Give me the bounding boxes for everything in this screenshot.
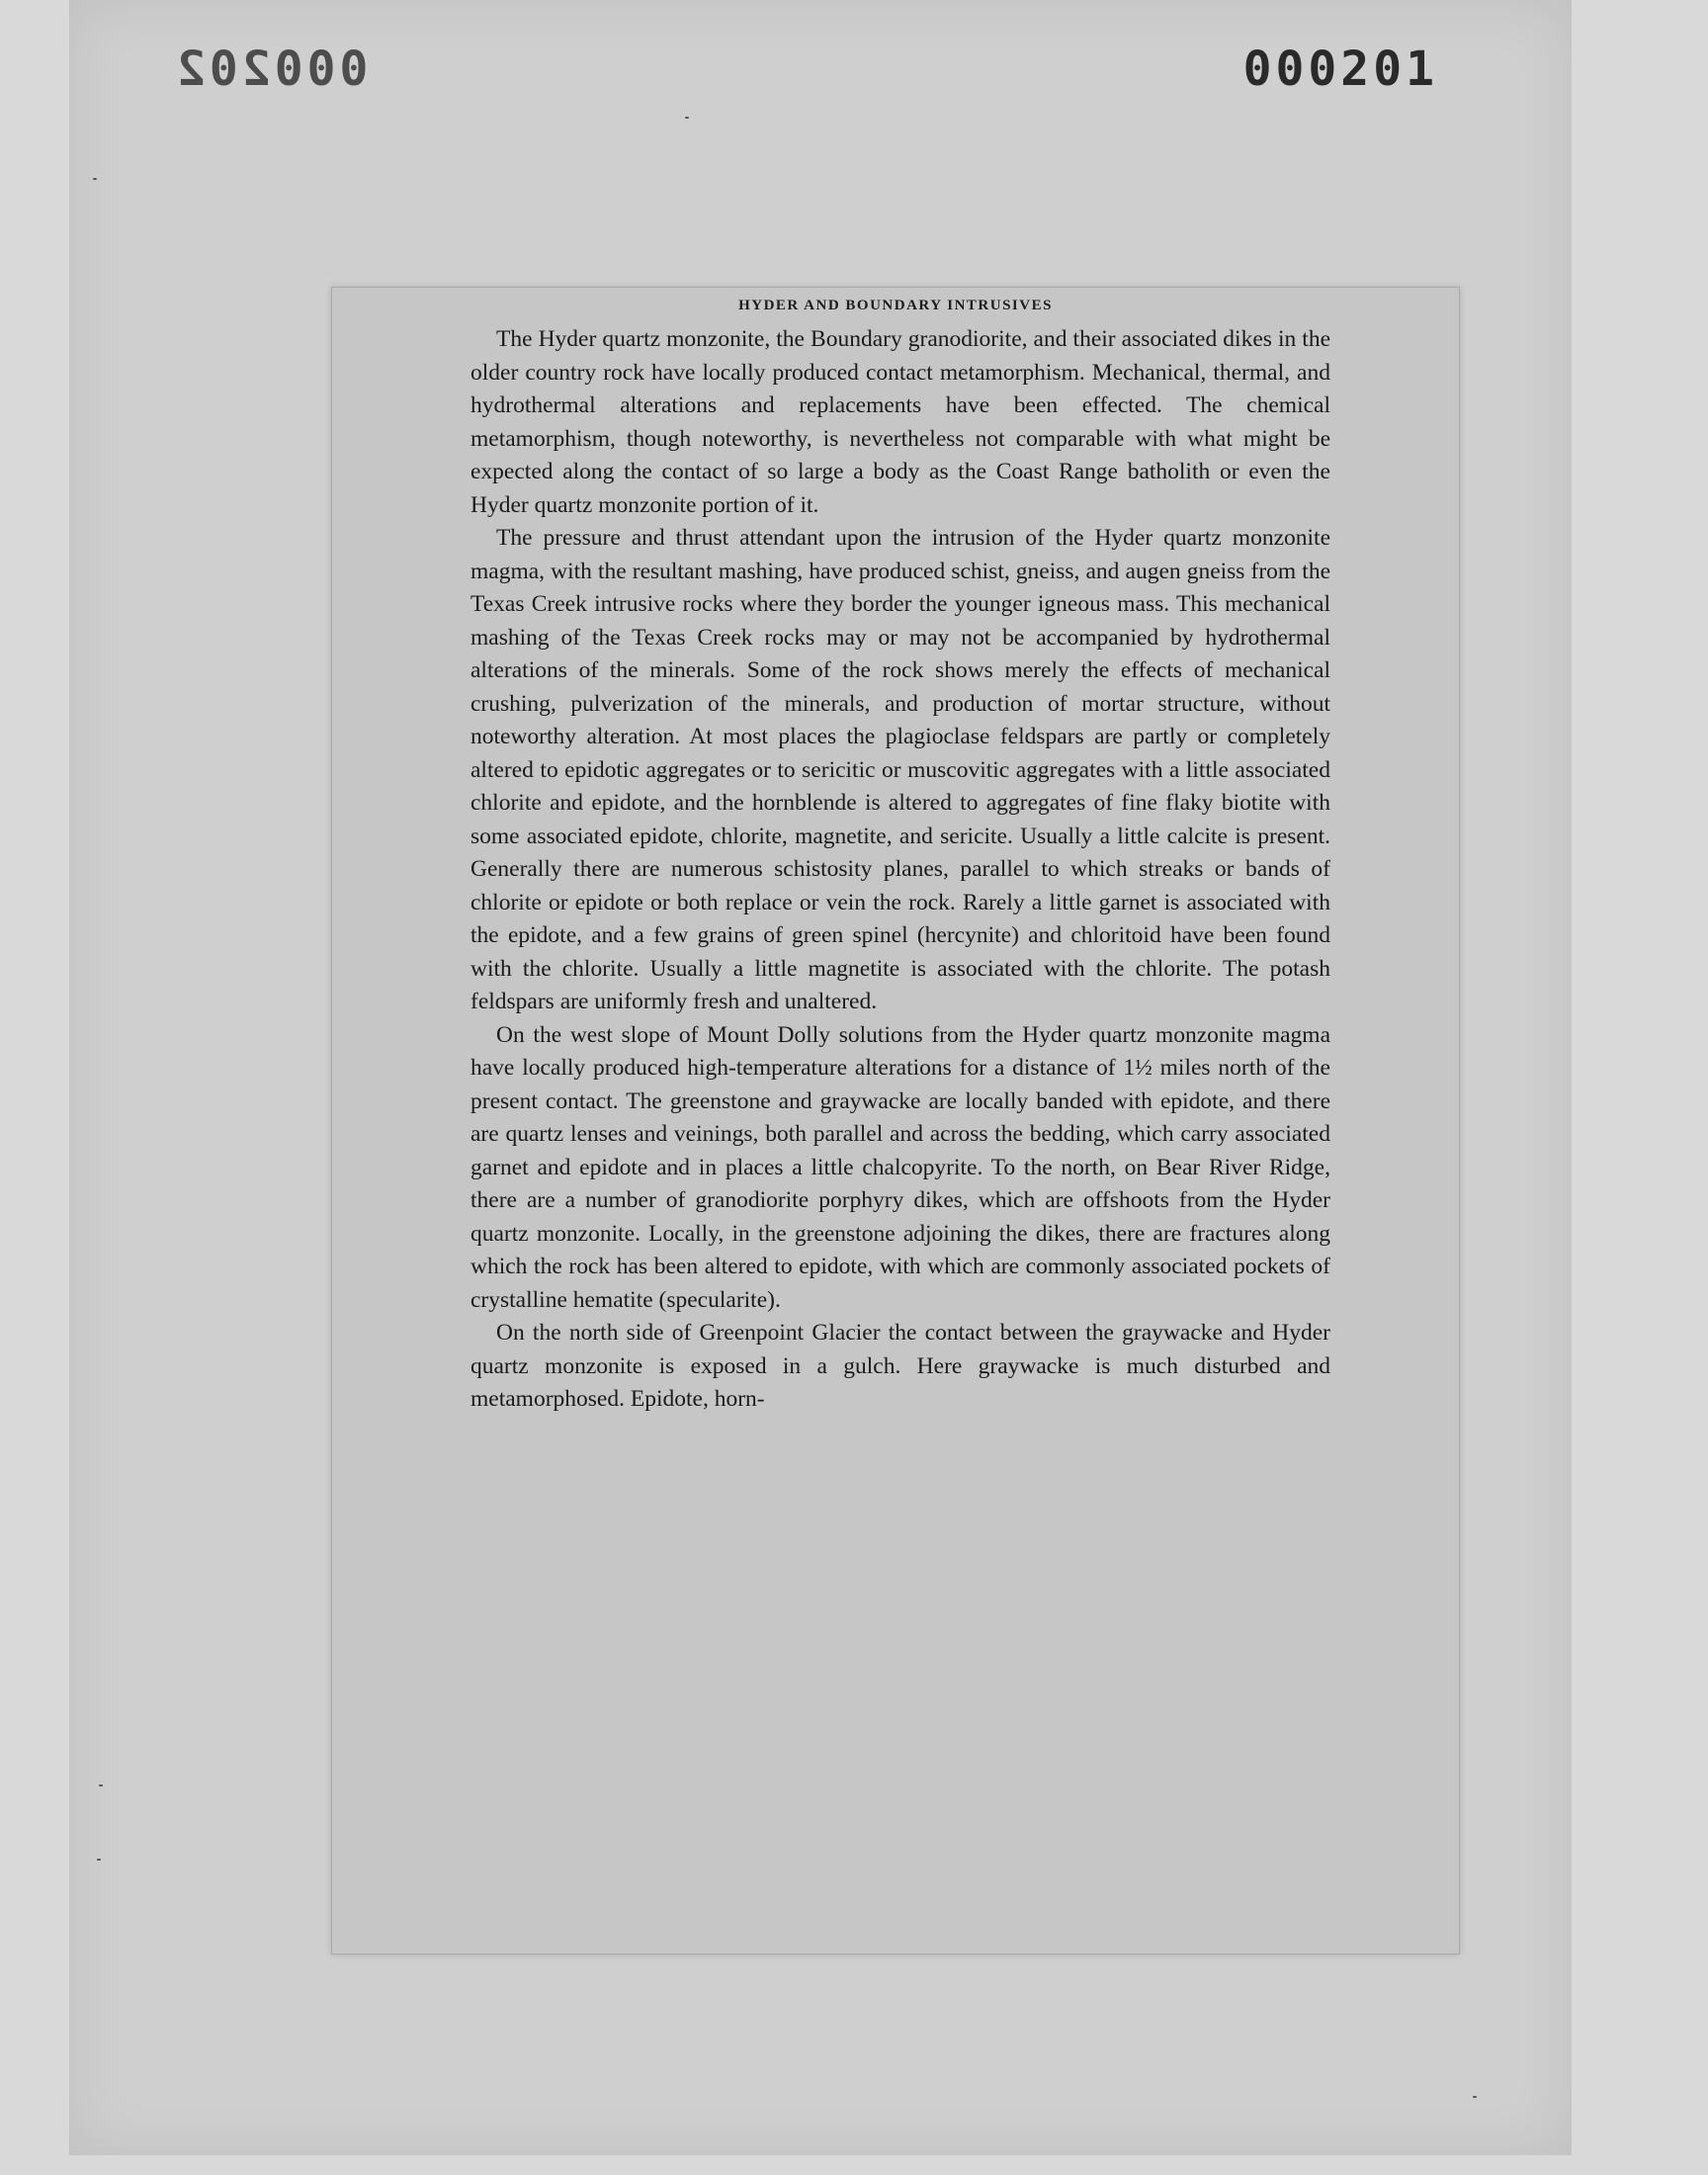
paragraph: On the north side of Greenpoint Glacier the contact between the graywacke and Hyder quartz monzonite is exposed in a gulch. Here graywacke is much disturbed and metamorphosed. Epidote, horn- <box>470 1320 1330 1412</box>
dust-speck <box>1473 2096 1477 2098</box>
mirrored-page-stamp: 000202 <box>173 42 369 97</box>
dust-speck <box>685 117 689 119</box>
dust-speck <box>97 1859 101 1861</box>
paragraph: On the west slope of Mount Dolly solutions from the Hyder quartz monzonite magma have locally produced high-temperature alterations for a distance of 1½ miles north of the present contact. The greenstone and graywacke are locally banded with epidote, and there are quartz lenses and veinings, both parallel and across the bedding, which carry associated garnet and epidote and in places a little chalcopyrite. To the north, on Bear River Ridge, there are a number of granodiorite porphyry dikes, which are offshoots from the Hyder quartz monzonite. Locally, in the greenstone adjoining the dikes, there are fractures along which the rock has been altered to epidote, with which are commonly associated pockets of crystalline hematite (specularite). <box>470 1021 1330 1313</box>
dust-speck <box>99 1784 103 1786</box>
scanned-sheet <box>69 0 1572 2155</box>
dust-speck <box>93 178 97 180</box>
running-head: HYDER AND BOUNDARY INTRUSIVES <box>738 298 1053 313</box>
paragraph: The Hyder quartz monzonite, the Boundary granodiorite, and their associated dikes in the older country rock have locally produced contact metamorphism. Mechanical, thermal, and hydrothermal alterations and replacements have been effected. The chemical metamorphism, though noteworthy, is nevertheless not comparable with what might be expected along the contact of so large a body as the Coast Range batholith or even the Hyder quartz monzonite portion of it. <box>470 326 1330 518</box>
document-page <box>331 287 1460 1955</box>
paragraph: The pressure and thrust attendant upon the intrusion of the Hyder quartz monzonite magma, with the resultant mashing, have produced schist, gneiss, and augen gneiss from the Texas Creek intrusive rocks where they border the younger igneous mass. This mechanical mashing of the Texas Creek rocks may or may not be accompanied by hydrothermal alterations of the minerals. Some of the rock shows merely the effects of mechanical crushing, pulverization of the minerals, and production of mortar structure, without noteworthy alteration. At most places the plagioclase feldspars are partly or completely altered to epidotic aggregates or to sericitic or muscovitic aggregates with a little associated chlorite and epidote, and the hornblende is altered to aggregates of fine flaky biotite with some associated epidote, chlorite, magnetite, and sericite. Usually a little calcite is present. Generally there are numerous schistosity planes, parallel to which streaks or bands of chlorite or epidote or both replace or vein the rock. Rarely a little garnet is associated with the epidote, and a few grains of green spinel (hercynite) and chloritoid have been found with the chlorite. Usually a little magnetite is associated with the chlorite. The potash feldspars are uniformly fresh and unaltered. <box>470 525 1330 1014</box>
page-stamp: 000201 <box>1242 42 1438 97</box>
body-text <box>470 323 1330 1417</box>
